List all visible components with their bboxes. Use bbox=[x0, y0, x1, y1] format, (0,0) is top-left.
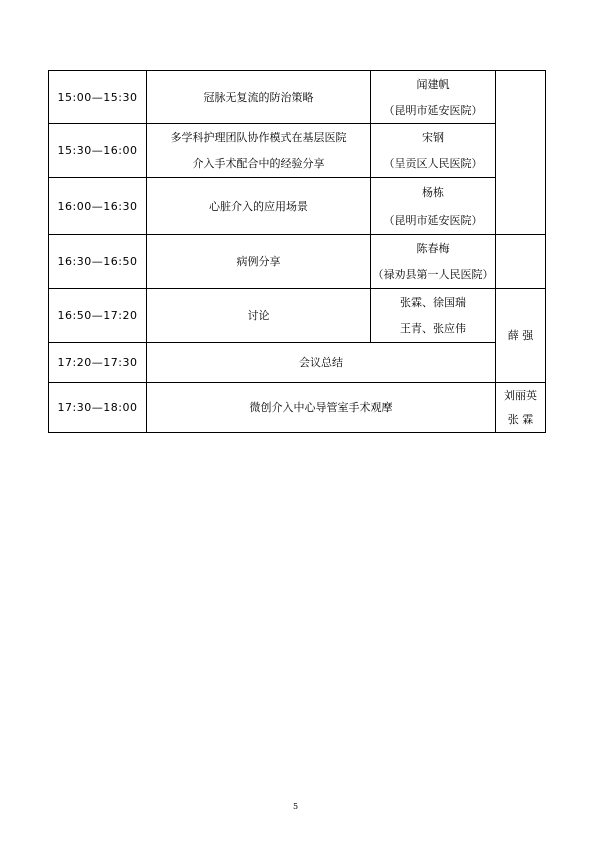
speaker-cell bbox=[371, 124, 496, 178]
topic-cell: 会议总结 bbox=[147, 343, 496, 383]
speaker-cell bbox=[371, 235, 496, 289]
speaker-name: 宋钢 bbox=[422, 130, 444, 144]
panelist-line: 张霖、徐国瑞 bbox=[400, 295, 466, 309]
moderator-cell bbox=[496, 235, 546, 289]
topic-cell: 心脏介入的应用场景 bbox=[147, 178, 371, 235]
schedule-row bbox=[49, 235, 546, 289]
moderator-cell bbox=[496, 71, 546, 235]
moderator-name: 张 霖 bbox=[507, 413, 534, 427]
time-cell: 15:30—16:00 bbox=[49, 124, 147, 178]
time-cell: 15:00—15:30 bbox=[49, 71, 147, 124]
time-cell: 16:50—17:20 bbox=[49, 289, 147, 343]
topic-cell bbox=[147, 124, 371, 178]
schedule-row bbox=[49, 178, 546, 235]
speaker-cell bbox=[371, 178, 496, 235]
topic-line: 多学科护理团队协作模式在基层医院 bbox=[170, 130, 347, 144]
schedule-row bbox=[49, 289, 546, 343]
topic-cell: 冠脉无复流的防治策略 bbox=[147, 71, 371, 124]
speaker-name: 杨栋 bbox=[422, 185, 444, 199]
topic-line: 介入手术配合中的经验分享 bbox=[192, 157, 325, 171]
speaker-cell bbox=[371, 71, 496, 124]
topic-cell: 病例分享 bbox=[147, 235, 371, 289]
panelist-line: 王青、张应伟 bbox=[400, 322, 466, 336]
moderator-name: 刘丽英 bbox=[504, 388, 537, 402]
time-cell: 17:20—17:30 bbox=[49, 343, 147, 383]
schedule-row bbox=[49, 71, 546, 124]
speaker-org: （禄劝县第一人民医院） bbox=[372, 268, 494, 282]
speaker-org: （昆明市延安医院） bbox=[383, 213, 483, 227]
time-cell: 16:00—16:30 bbox=[49, 178, 147, 235]
speaker-org: （昆明市延安医院） bbox=[383, 103, 483, 117]
page-number: 5 bbox=[292, 802, 299, 811]
moderator-cell bbox=[496, 383, 546, 433]
moderator-cell: 薛 强 bbox=[496, 289, 546, 383]
speaker-org: （呈贡区人民医院） bbox=[383, 157, 483, 171]
schedule-row bbox=[49, 343, 546, 383]
speaker-cell bbox=[371, 289, 496, 343]
time-cell: 17:30—18:00 bbox=[49, 383, 147, 433]
topic-cell: 讨论 bbox=[147, 289, 371, 343]
time-cell: 16:30—16:50 bbox=[49, 235, 147, 289]
schedule-row bbox=[49, 124, 546, 178]
schedule-table bbox=[48, 70, 546, 433]
speaker-name: 陈春梅 bbox=[416, 241, 450, 255]
speaker-name: 闻建帆 bbox=[416, 77, 450, 91]
schedule-row bbox=[49, 383, 546, 433]
topic-cell: 微创介入中心导管室手术观摩 bbox=[147, 383, 496, 433]
